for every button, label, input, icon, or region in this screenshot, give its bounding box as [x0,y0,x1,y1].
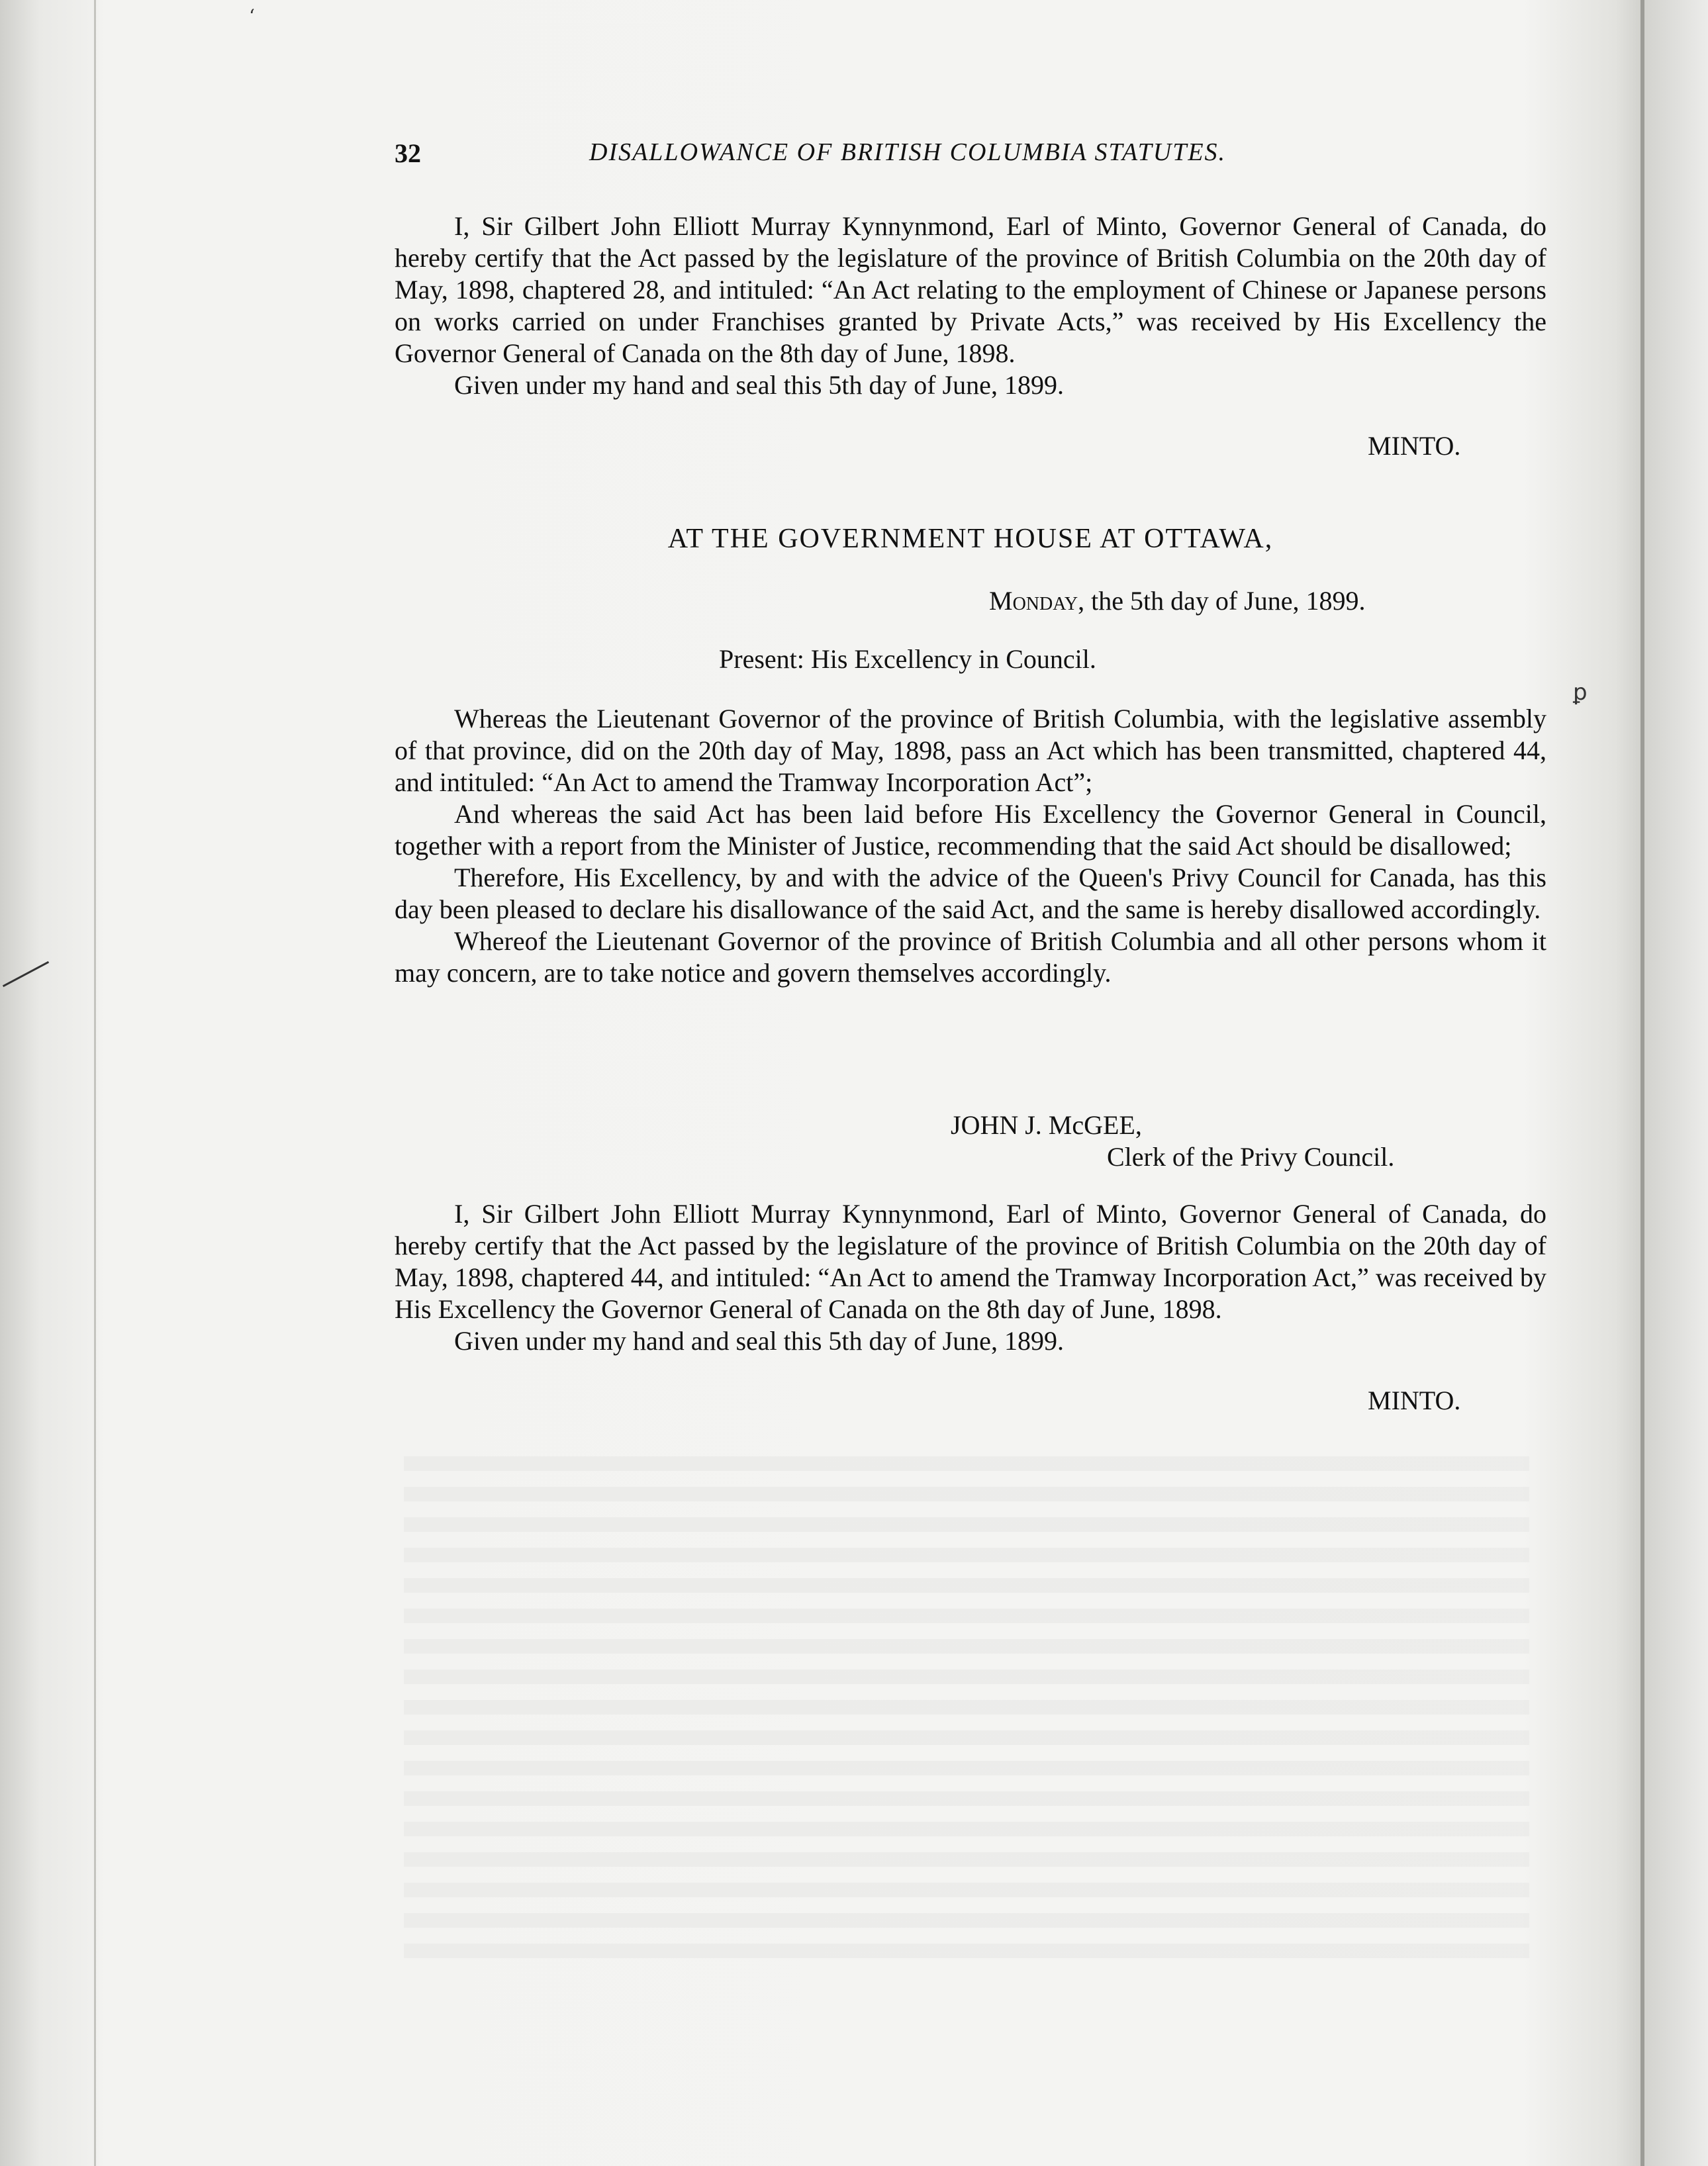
order-signer-name: JOHN J. McGEE, [951,1110,1142,1140]
scan-mark-right: ꝑ [1573,679,1588,706]
order-body [395,703,1546,989]
page-left-margin [0,0,99,2166]
next-page-edge [1644,0,1708,2166]
certificate-1-paragraph: I, Sir Gilbert John Elliott Murray Kynnynmond, Earl of Minto, Governor General of Canada, do hereby certify that the Act passed by the legislature of the province of British Columbia on the 20th day of May, 1898, chaptered 28, and intituled: “An Act relating to the employment of Chinese or Japanese persons on works carried on under Franchises granted by Private Acts,” was received by His Excellency the Governor General of Canada on the 8th day of June, 1898. [395,211,1546,368]
order-paragraph-whereas: Whereas the Lieutenant Governor of the province of British Columbia, with the legislative assembly of that province, did on the 20th day of May, 1898, pass an Act which has been transmitted, chaptered 44, and intituled: “An Act to amend the Tramway Incorporation Act”; [395,704,1546,797]
certificate-2-given: Given under my hand and seal this 5th day of June, 1899. [454,1326,1064,1356]
certificate-2 [395,1198,1546,1357]
certificate-2-paragraph: I, Sir Gilbert John Elliott Murray Kynnynmond, Earl of Minto, Governor General of Canada, do hereby certify that the Act passed by the legislature of the province of British Columbia on the 20th day of May, 1898, chaptered 44, and intituled: “An Act to amend the Tramway Incorporation Act,” was received by His Excellency the Governor General of Canada on the 8th day of June, 1898. [395,1199,1546,1324]
order-paragraph-and-whereas: And whereas the said Act has been laid before His Excellency the Governor General in Council, together with a report from the Minister of Justice, recommending that the said Act should be disallowed; [395,799,1546,861]
certificate-2-signature: MINTO. [1368,1386,1461,1415]
order-date-rest: , the 5th day of June, 1899. [1078,586,1366,616]
binding-line [94,0,96,2166]
order-paragraph-therefore: Therefore, His Excellency, by and with the advice of the Queen's Privy Council for Canada, has this day been pleased to declare his disallowance of the said Act, and the same is hereby disallowed accordingly. [395,863,1546,924]
order-date-day: Monday [989,586,1078,616]
scan-mark-top: ‘ [249,5,255,27]
certificate-1-signature: MINTO. [1368,431,1461,461]
certificate-1-given: Given under my hand and seal this 5th day of June, 1899. [454,370,1064,400]
order-date [989,585,1365,616]
order-signer-title: Clerk of the Privy Council. [1107,1142,1395,1172]
bleed-through-text [404,1456,1529,1959]
page-number: 32 [395,138,421,168]
certificate-1 [395,211,1546,401]
order-paragraph-whereof: Whereof the Lieutenant Governor of the province of British Columbia and all other persons whom it may concern, are to take notice and govern themselves accordingly. [395,926,1546,988]
running-title: DISALLOWANCE OF BRITISH COLUMBIA STATUTES. [589,138,1227,166]
order-heading: AT THE GOVERNMENT HOUSE AT OTTAWA, [667,524,1274,554]
order-present: Present: His Excellency in Council. [719,644,1096,674]
